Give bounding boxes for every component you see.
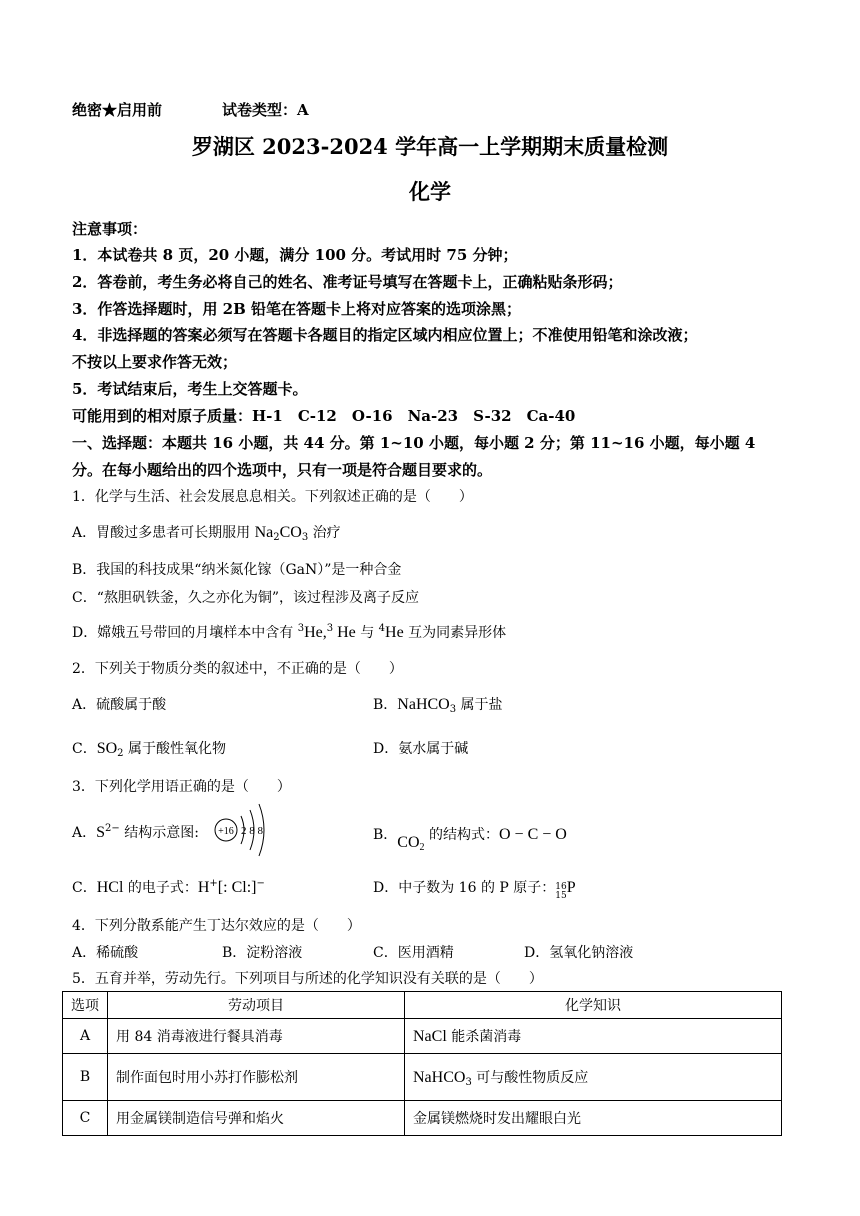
electron-formula: H [197, 879, 210, 896]
option-text: A．胃酸过多患者可长期服用 [72, 525, 255, 541]
superscript: − [256, 878, 265, 889]
option-cell: A [63, 1019, 108, 1054]
table-header-cell: 劳动项目 [108, 992, 405, 1019]
option-text: 互为同素异形体 [403, 625, 507, 641]
question-5-table [62, 991, 782, 1136]
subscript: 2 [273, 532, 280, 543]
option-text: B． [373, 697, 398, 713]
question-2-option-a: A．硫酸属于酸 [72, 697, 167, 713]
question-1-option-b: B．我国的科技成果“纳米氮化镓（GaN）”是一种合金 [72, 562, 402, 578]
question-4-option-c: C．医用酒精 [373, 945, 454, 961]
subscript: 3 [449, 704, 457, 715]
superscript: + [209, 878, 218, 889]
table-header-row [63, 992, 782, 1019]
option-text: D．嫦娥五号带回的月壤样本中含有 [72, 625, 298, 641]
nuclide-numbers [555, 883, 566, 901]
option-text: 治疗 [308, 525, 341, 541]
knowledge-text: 能杀菌消毒 [446, 1028, 522, 1045]
question-4-stem: 4．下列分散系能产生丁达尔效应的是（ ） [72, 918, 361, 934]
formula: He, [304, 624, 327, 641]
formula: S [96, 824, 106, 841]
section-heading: 一、选择题：本题共 16 小题，共 44 分。第 1~10 小题，每小题 2 分；第 11~16 小题，每小题 4 [72, 434, 756, 452]
subject-title: 化学 [409, 179, 451, 204]
question-2-option-b [373, 694, 503, 715]
question-3-option-b [373, 824, 567, 853]
question-1-option-a [72, 522, 341, 543]
notice-item: 1．本试卷共 8 页，20 小题，满分 100 分。考试用时 75 分钟； [72, 246, 518, 264]
question-3-option-c [72, 877, 265, 897]
knowledge-text: 金属镁燃烧时发出耀眼白光 [413, 1110, 581, 1127]
structural-formula: O − C − O [498, 826, 567, 843]
question-3-option-a [72, 822, 199, 842]
question-1-stem: 1．化学与生活、社会发展息息相关。下列叙述正确的是（ ） [72, 489, 473, 505]
formula: HCl [96, 879, 124, 896]
superscript: 4 [378, 623, 386, 634]
knowledge-cell [405, 1054, 782, 1101]
option-text: 的电子式： [123, 880, 198, 896]
secret-mark: 绝密★启用前 [72, 101, 163, 119]
notice-item: 2．答卷前，考生务必将自己的姓名、准考证号填写在答题卡上，正确粘贴条形码； [72, 273, 623, 291]
notice-item: 4．非选择题的答案必须写在答题卡各题目的指定区域内相应位置上；不准使用铅笔和涂改液； [72, 326, 698, 344]
notice-item: 5．考试结束后，考生上交答题卡。 [72, 380, 308, 398]
knowledge-cell [405, 1101, 782, 1136]
question-2-stem: 2．下列关于物质分类的叙述中，不正确的是（ ） [72, 661, 403, 677]
formula: He [333, 624, 356, 641]
project-cell: 用 84 消毒液进行餐具消毒 [108, 1019, 405, 1054]
page-title: 罗湖区 2023-2024 学年高一上学期期末质量检测 [191, 134, 669, 159]
notice-item: 3．作答选择题时，用 2B 铅笔在答题卡上将对应答案的选项涂黑； [72, 300, 521, 318]
table-row [63, 1101, 782, 1136]
formula: Na [254, 524, 274, 541]
subscript: 3 [301, 532, 309, 543]
project-cell: 用金属镁制造信号弹和焰火 [108, 1101, 405, 1136]
formula: NaHCO [397, 696, 450, 713]
table-row [63, 1019, 782, 1054]
knowledge-text: 可与酸性物质反应 [471, 1069, 589, 1086]
option-cell: C [63, 1101, 108, 1136]
notice-item: 不按以上要求作答无效； [72, 353, 238, 371]
subscript: 2 [419, 842, 425, 853]
sulfur-ion-structure-diagram [214, 800, 274, 860]
table-header-cell: 化学知识 [405, 992, 782, 1019]
option-text: 属于酸性氧化物 [123, 741, 226, 757]
question-2-option-d: D．氨水属于碱 [373, 741, 469, 757]
formula: NaHCO [413, 1068, 466, 1086]
option-text: B． [373, 827, 398, 843]
question-2-option-c [72, 738, 226, 759]
formula: P [566, 879, 576, 896]
paper-type: 试卷类型：A [222, 101, 309, 119]
option-text: 与 [355, 625, 379, 641]
knowledge-cell [405, 1019, 782, 1054]
formula: SO [96, 740, 118, 757]
question-4-option-d: D．氢氧化钠溶液 [524, 945, 634, 961]
question-5-stem: 5．五育并举，劳动先行。下列项目与所述的化学知识没有关联的是（ ） [72, 971, 543, 987]
question-3-option-d [373, 877, 576, 901]
question-3-stem: 3．下列化学用语正确的是（ ） [72, 779, 291, 795]
option-text: C． [72, 880, 97, 896]
notice-heading: 注意事项： [72, 220, 148, 238]
option-text: D．中子数为 16 的 P 原子： [373, 880, 556, 896]
formula: He [385, 624, 404, 641]
option-text: C． [72, 741, 97, 757]
option-cell: B [63, 1054, 108, 1101]
electron-formula: [: Cl:] [217, 879, 257, 896]
option-text: 的结构式： [424, 827, 499, 843]
option-text: 属于盐 [456, 697, 503, 713]
question-4-option-a: A．稀硫酸 [72, 945, 139, 961]
superscript: 2− [105, 823, 120, 834]
option-text: 结构示意图: [119, 825, 199, 841]
nucleus-charge: +16 [218, 826, 234, 837]
electron-counts: 2 8 8 [241, 825, 263, 837]
option-text: A． [72, 825, 97, 841]
subscript: 2 [117, 748, 124, 759]
formula-wrap [397, 834, 424, 851]
section-heading: 分。在每小题给出的四个选项中，只有一项是符合题目要求的。 [72, 461, 493, 479]
superscript: 3 [297, 623, 305, 634]
superscript: 3 [326, 623, 334, 634]
question-4-option-b: B．淀粉溶液 [222, 945, 303, 961]
question-1-option-c: C．“熬胆矾铁釜，久之亦化为铜”，该过程涉及离子反应 [72, 590, 420, 606]
formula: CO [279, 524, 302, 541]
atomic-mass-line: 可能用到的相对原子质量：H-1 C-12 O-16 Na-23 S-32 Ca-40 [72, 407, 576, 425]
table-row [63, 1054, 782, 1101]
question-1-option-d [72, 622, 506, 642]
formula: NaCl [413, 1027, 447, 1045]
mass-number: 16 [555, 882, 567, 892]
table-header-cell: 选项 [63, 992, 108, 1019]
formula: CO [397, 834, 420, 851]
subscript: 3 [465, 1076, 472, 1088]
atomic-number: 15 [555, 891, 567, 901]
project-cell: 制作面包时用小苏打作膨松剂 [108, 1054, 405, 1101]
